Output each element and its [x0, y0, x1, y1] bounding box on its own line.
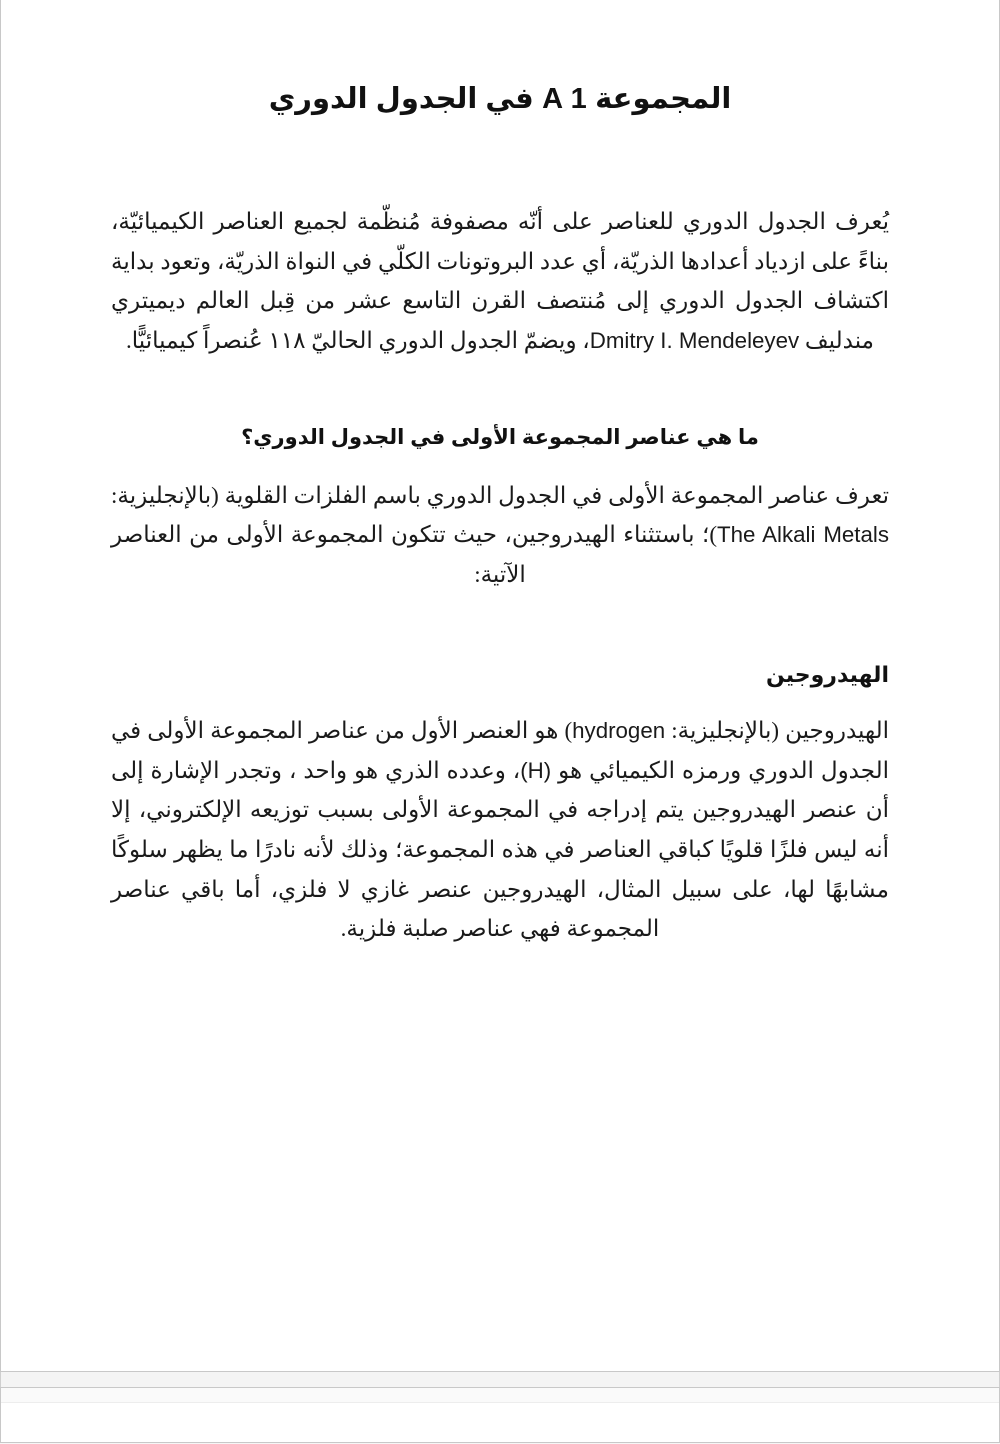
- latin-term: Dmitry I. Mendeleyev: [589, 327, 800, 353]
- latin-term: The Alkali Metals: [717, 522, 889, 548]
- spacer: [111, 360, 889, 422]
- paragraph-alkali-metals: تعرف عناصر المجموعة الأولى في الجدول الدوري باسم الفلزات القلوية (بالإنجليزية: The Alkali Metals)؛ باستثناء الهيدروجين، حيث تتكون المجموعة الأولى من العناصر الآتية:: [111, 482, 889, 587]
- page-separator: [0, 1372, 1000, 1387]
- document-page-2: [0, 1387, 1000, 1443]
- spacer: [111, 691, 889, 711]
- latin-term: hydrogen: [572, 718, 666, 744]
- page-2-top-margin: [1, 1388, 999, 1403]
- paragraph-definition: يُعرف الجدول الدوري للعناصر على أنّه مصفوفة مُنظّمة لجميع العناصر الكيميائيّة، بناءً على ازدياد أعدادها الذريّة، أي عدد البروتونات الكلّي في النواة الذريّة، وتعود بداية اكتشاف الجدول الدوري إلى مُنتصف القرن التاسع عشر من قِبل العالم ديميتري مندليف Dmitry I. Mendeleyev، ويضمّ الجدول الدوري الحاليّ ١١٨ عُنصراً كيميائيًّا.: [111, 209, 889, 353]
- paragraph-hydrogen: الهيدروجين (بالإنجليزية: hydrogen) هو العنصر الأول من عناصر المجموعة الأولى في الجدول الدوري ورمزه الكيميائي هو (H)، وعدده الذري هو واحد ، وتجدر الإشارة إلى أن عنصر الهيدروجين يتم إدراجه في المجموعة الأولى بسبب توزيعه الإلكتروني، إلا أنه ليس فلزًا قلويًا كباقي العناصر في هذه المجموعة؛ وذلك لأنه نادرًا ما يظهر سلوكًا مشابهًا لها، على سبيل المثال، الهيدروجين عنصر غازي لا فلزي، أما باقي عناصر المجموعة فهي عناصر صلبة فلزية.: [111, 718, 890, 942]
- page-title: المجموعة A 1 في الجدول الدوري: [268, 83, 732, 115]
- heading-group-one-question: ما هي عناصر المجموعة الأولى في الجدول الدوري؟: [241, 426, 759, 450]
- page-content: [1, 0, 999, 949]
- heading-hydrogen: الهيدروجين: [766, 662, 889, 688]
- latin-term: (H): [520, 757, 552, 783]
- spacer: [111, 454, 889, 476]
- spacer: [111, 594, 889, 658]
